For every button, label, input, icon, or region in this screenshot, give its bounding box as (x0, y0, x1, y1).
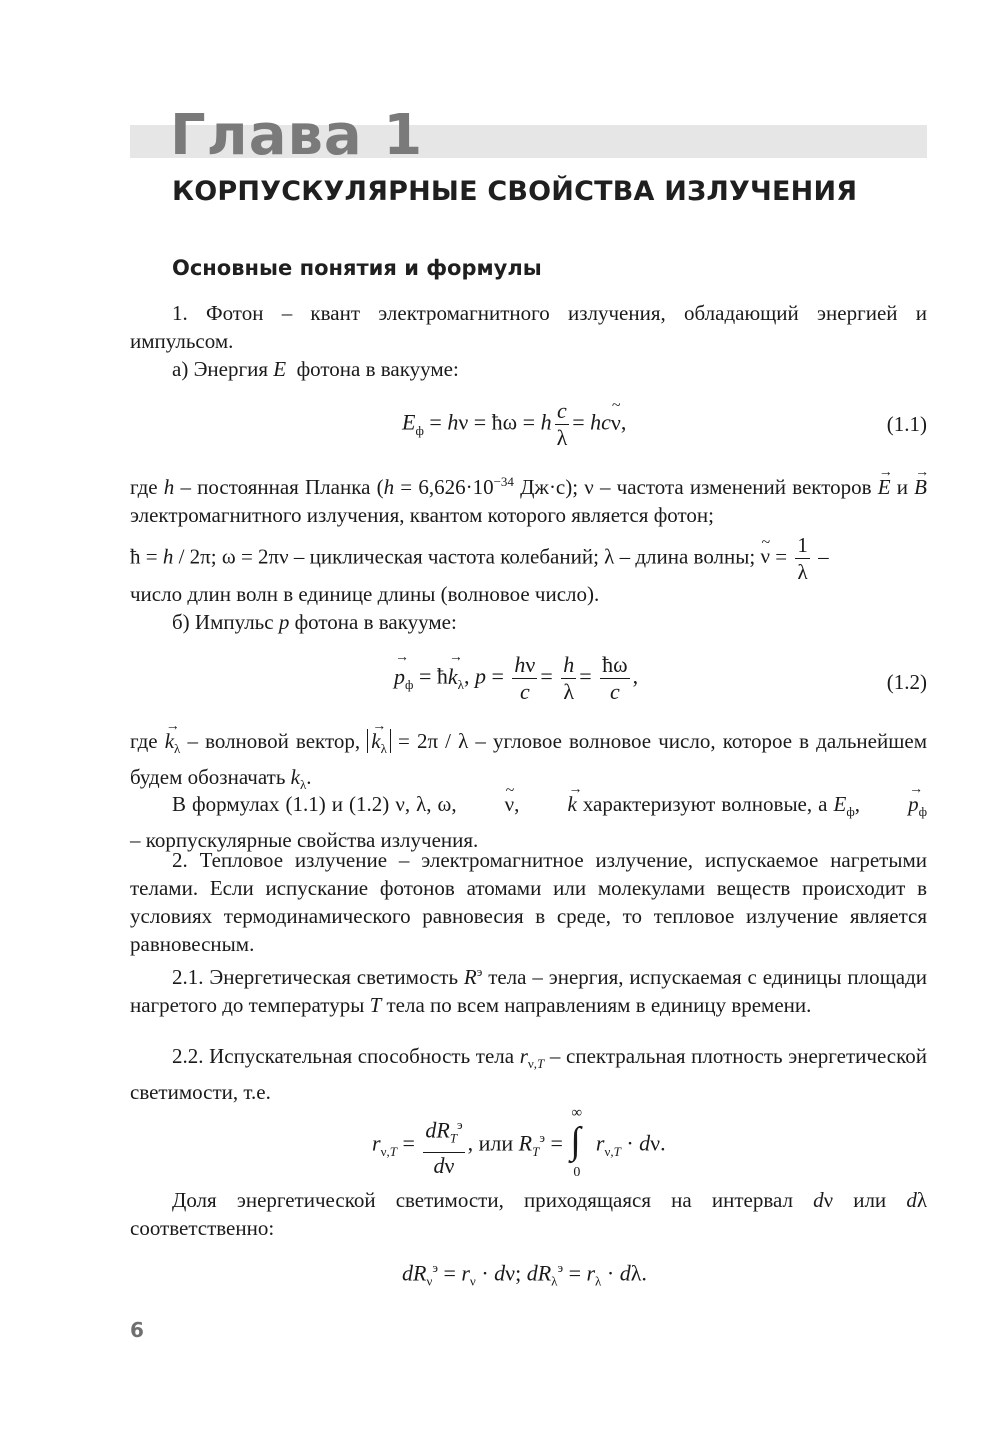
formula-emittance-share: $dR_\nu^э = r_\nu \cdot d\nu$; $dR_\lambda^э = r_\lambda \cdot d\lambda$. (402, 1260, 647, 1289)
paragraph-emittance-share: Доля энергетической светимости, приходящаяся на интервал dν или dλ соответственно: (130, 1188, 928, 1240)
paragraph-energy-intro: а) Энергия E фотона в вакууме: (172, 357, 459, 381)
chapter-label: Глава 1 (170, 103, 424, 168)
chapter-title: КОРПУСКУЛЯРНЫЕ СВОЙСТВА ИЗЛУЧЕНИЯ (172, 176, 858, 207)
formula-photon-energy: $E_ф = h\nu$ = ħω = h $\frac{c}{\lambda}$ = hc~ ν, (402, 398, 626, 451)
paragraph-cyclic-frequency: ħ = h / 2π; ω = 2πν – циклическая частота колебаний; λ – длина волны; ~ ν = $\frac{1}{\lambda}$ – (130, 532, 927, 585)
paragraph-emissive-power: 2.2. Испускательная способность тела $r_{\nu,T}$ – спектральная плотность энергетической светимости, т.е. (130, 1044, 927, 1105)
paragraph-photon: 1. Фотон – квант электромагнитного излучения, обладающий энергией и импульсом. (130, 301, 927, 353)
paragraph-wave-vector: где → $k_\lambda$ – волновой вектор, → $k_\lambda = 2\pi / \lambda$ – угловое волновое число, которое в дальнейшем будем обозначать $k_\lambda$. (130, 727, 927, 799)
formula-emissive-power: $r_{\nu,T}$ = $\frac{dR_T^э}{d\nu}$ , или $R_T^э$ = ∞ ∫ 0 $r_{\nu,T} \cdot d\nu$. (372, 1105, 666, 1181)
paragraph-thermal-radiation: 2. Тепловое излучение – электромагнитное излучение, испускаемое нагретыми телами. Если испускание фотонов атомами или молекулами веществ происходит в условиях термодинамического равновесия в среде, то тепловое излучение является равновесным. (130, 848, 927, 956)
paragraph-radiant-emittance: 2.1. Энергетическая светимость $R^э$ тела – энергия, испускаемая с единицы площади нагретого до температуры T тела по всем направлениям в единицу времени. (130, 964, 927, 1017)
equation-number-1-2: (1.2) (886, 670, 927, 694)
formula-photon-momentum: → $p_ф$ = ħ→ $k_\lambda$, p = $\frac{h\nu}{c}$ = $\frac{h}{\lambda}$ = $\frac{ħ\omega}{c}$ , (394, 652, 638, 705)
paragraph-momentum-intro: б) Импульс p фотона в вакууме: (172, 610, 457, 634)
paragraph-wave-particle-properties: В формулах (1.1) и (1.2) ν, λ, ω, ~ ν, → k характеризуют волновые, а $E_ф$, → $p_ф$ – корпускулярные свойства излучения. (130, 790, 927, 854)
page-number: 6 (130, 1318, 144, 1342)
paragraph-planck-definition: где h – постоянная Планка ($h = 6,626\cdot 10^{-34}$ Дж·с); ν – частота изменений векторов → E и → B электромагнитного излучения, квантом которого является фотон; (130, 468, 927, 529)
section-title: Основные понятия и формулы (172, 256, 542, 280)
equation-number-1-1: (1.1) (886, 412, 927, 436)
paragraph-wavenumber-definition: число длин волн в единице длины (волновое число). (130, 582, 600, 606)
integral-symbol: ∞ ∫ 0 (570, 1105, 583, 1181)
